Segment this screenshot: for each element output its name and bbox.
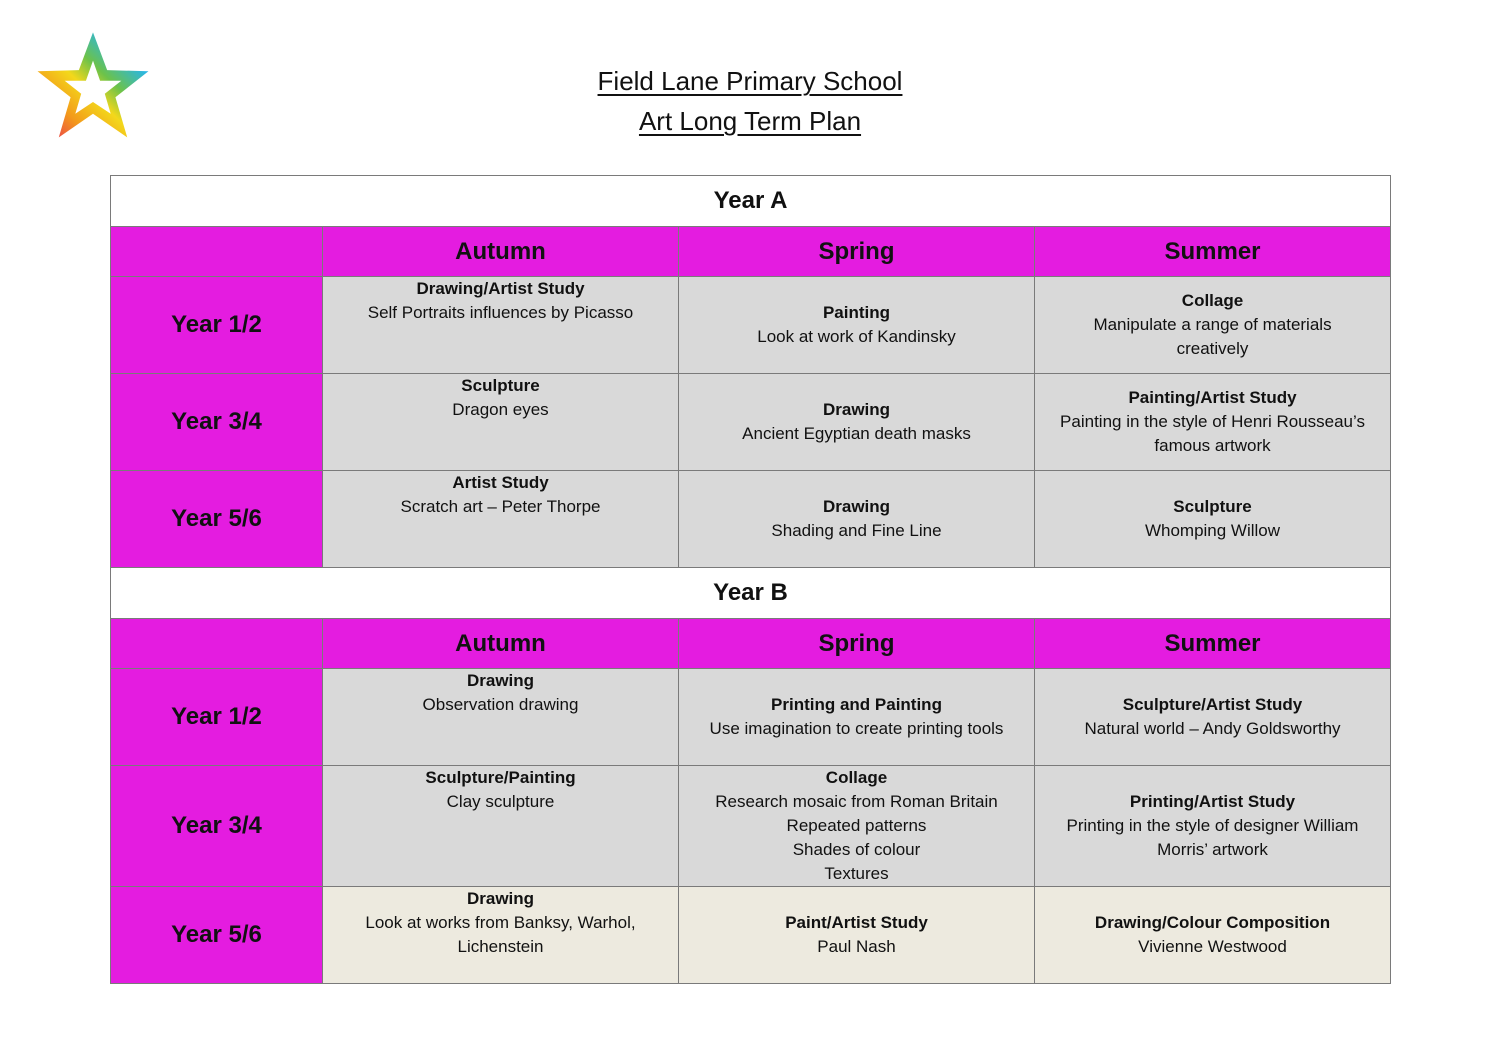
plan-cell [323,669,679,766]
cell-title: Drawing/Artist Study [416,279,585,298]
plan-cell [1035,277,1391,374]
cell-text: Printing in the style of designer William [1066,816,1359,835]
cell-text: Look at works from Banksy, Warhol, [365,913,636,932]
plan-cell [1035,471,1391,568]
plan-cell [323,887,679,984]
term-header-spring: Spring [679,227,1035,277]
cell-title: Collage [1181,291,1244,310]
cell-title: Paint/Artist Study [785,913,928,932]
plan-cell [1035,887,1391,984]
row-label: Year 3/4 [111,374,323,471]
cell-text: Dragon eyes [452,400,549,419]
plan-cell [1035,374,1391,471]
cell-title: Printing/Artist Study [1129,792,1296,811]
cell-text: Lichenstein [457,937,544,956]
cell-text: Paul Nash [817,937,896,956]
row-label: Year 1/2 [111,669,323,766]
cell-title: Sculpture/Artist Study [1122,695,1303,714]
cell-title: Painting [822,303,891,322]
cell-title: Artist Study [452,473,549,492]
cell-title: Sculpture/Painting [425,768,576,787]
table-row [111,669,1391,766]
plan-cell [679,471,1035,568]
cell-title: Drawing [466,889,535,908]
cell-text: Textures [824,864,889,883]
cell-text: Observation drawing [422,695,579,714]
cell-text: Look at work of Kandinsky [757,327,956,346]
table-row [111,374,1391,471]
plan-cell [323,471,679,568]
cell-text: Vivienne Westwood [1138,937,1287,956]
plan-title-heading: Art Long Term Plan [638,106,862,136]
year-b-title: Year B [111,568,1391,619]
cell-title: Printing and Painting [771,695,942,714]
cell-title: Collage [825,768,888,787]
term-header-summer: Summer [1035,619,1391,669]
term-header-autumn: Autumn [323,227,679,277]
cell-text: creatively [1176,339,1249,358]
cell-text: Research mosaic from Roman Britain [715,792,998,811]
row-label: Year 3/4 [111,766,323,887]
row-label: Year 5/6 [111,887,323,984]
plan-cell [1035,669,1391,766]
cell-title: Drawing [822,497,891,516]
table-row [111,277,1391,374]
plan-cell [323,374,679,471]
plan-cell [679,887,1035,984]
school-name-heading: Field Lane Primary School [597,66,903,96]
cell-text: Whomping Willow [1144,521,1281,540]
plan-cell [679,374,1035,471]
plan-cell [679,766,1035,887]
cell-title: Painting/Artist Study [1128,388,1297,407]
cell-text: Clay sculpture [446,792,555,811]
term-header-summer: Summer [1035,227,1391,277]
cell-text: Use imagination to create printing tools [709,719,1004,738]
cell-text: Manipulate a range of materials [1093,315,1332,334]
cell-text: Self Portraits influences by Picasso [367,303,634,322]
cell-text: Painting in the style of Henri Rousseau’s [1060,412,1365,431]
cell-title: Sculpture [1173,497,1252,516]
cell-title: Drawing [466,671,535,690]
plan-cell [323,766,679,887]
cell-text: Scratch art – Peter Thorpe [400,497,601,516]
cell-text: Natural world – Andy Goldsworthy [1084,719,1341,738]
cell-text: famous artwork [1154,436,1271,455]
term-header-blank [111,227,323,277]
year-a-title: Year A [111,176,1391,227]
table-row [111,471,1391,568]
row-label: Year 5/6 [111,471,323,568]
plan-cell [679,669,1035,766]
table-row [111,887,1391,984]
cell-title: Sculpture [461,376,540,395]
cell-title: Drawing [822,400,891,419]
plan-cell [1035,766,1391,887]
plan-cell [679,277,1035,374]
term-header-autumn: Autumn [323,619,679,669]
table-row [111,766,1391,887]
cell-text: Morris’ artwork [1157,840,1268,859]
term-header-blank [111,619,323,669]
cell-text: Ancient Egyptian death masks [742,424,971,443]
row-label: Year 1/2 [111,277,323,374]
term-header-spring: Spring [679,619,1035,669]
plan-cell [323,277,679,374]
art-plan-table [110,175,1391,984]
cell-text: Repeated patterns [786,816,927,835]
cell-text: Shading and Fine Line [771,521,942,540]
cell-title: Drawing/Colour Composition [1094,913,1331,932]
cell-text: Shades of colour [792,840,921,859]
